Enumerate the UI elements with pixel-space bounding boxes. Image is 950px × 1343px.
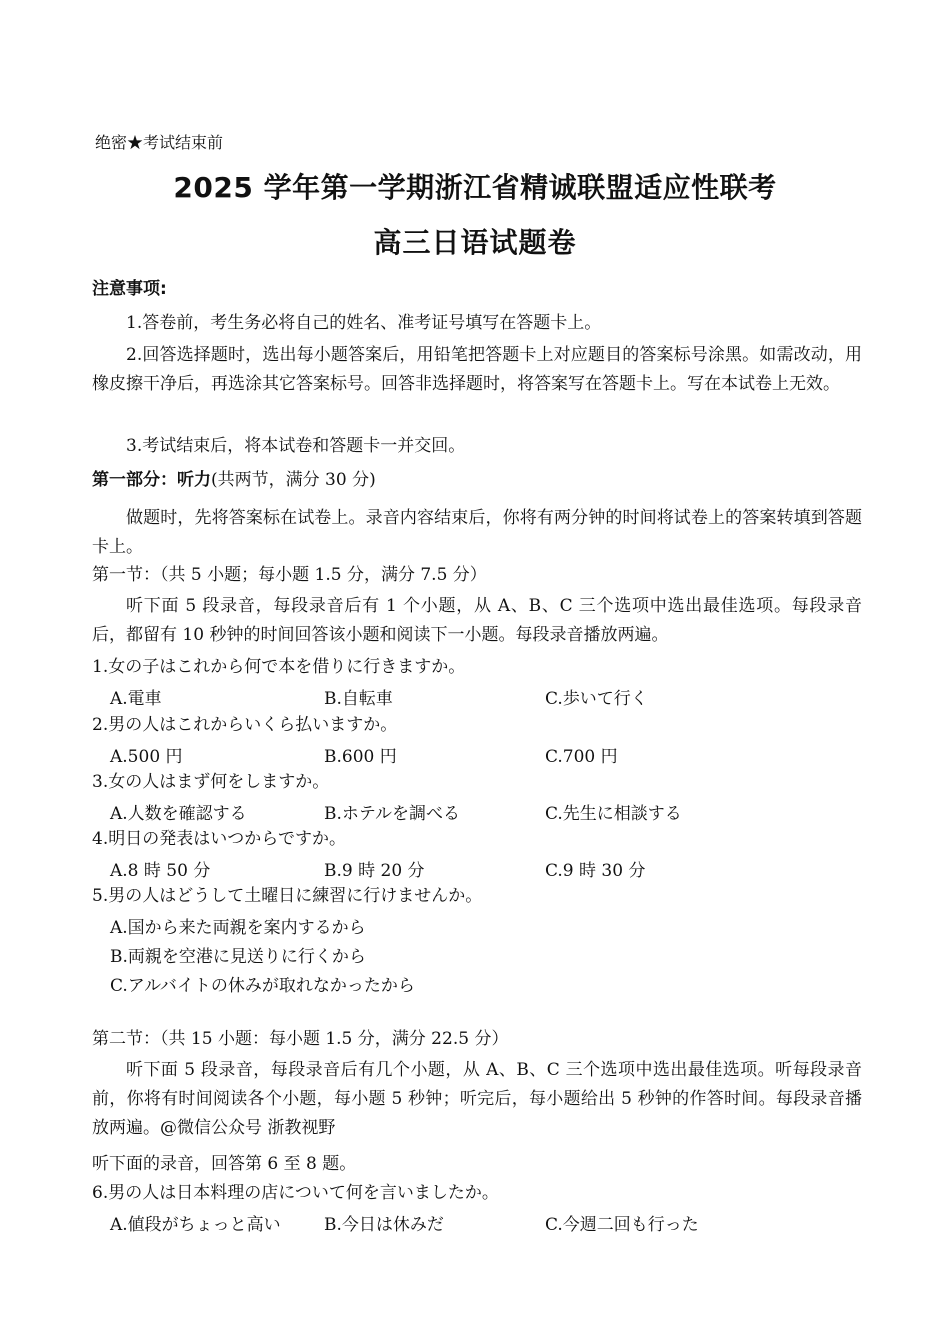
part1-instruction: 做题时，先将答案标在试卷上。录音内容结束后，你将有两分钟的时间将试卷上的答案转填到答题卡上。 [92, 508, 862, 557]
note-item-2: 2.回答选择题时，选出每小题答案后，用铅笔把答题卡上对应题目的答案标号涂黑。如需改动，用橡皮擦干净后，再选涂其它答案标号。回答非选择题时，将答案写在答题卡上。写在本试卷上无效。 [92, 345, 862, 394]
q2-option-a: A.500 円 [110, 747, 183, 767]
q5-option-c: C.アルバイトの休みが取れなかったから [110, 976, 415, 996]
section2-heading: 第二节：（共 15 小题：每小题 1.5 分，满分 22.5 分） [92, 1029, 509, 1049]
question-6: 6.男の人は日本料理の店について何を言いましたか。 [92, 1183, 499, 1203]
section2-instruction: 听下面 5 段录音，每段录音后有几个小题，从 A、B、C 三个选项中选出最佳选项。听每段录音前，你将有时间阅读各个小题，每小题 5 秒钟；听完后，每小题给出 5 秒钟的作答时间。每段录音播放两遍。@微信公众号 浙教视野 [92, 1060, 862, 1138]
q2-option-b: B.600 円 [324, 747, 397, 767]
section2-sub-instruction: 听下面的录音，回答第 6 至 8 题。 [92, 1154, 357, 1174]
question-1: 1.女の子はこれから何で本を借りに行きますか。 [92, 657, 466, 677]
q6-option-c: C.今週二回も行った [545, 1215, 699, 1235]
q5-option-a: A.国から来た両親を案内するから [110, 918, 366, 938]
q2-option-c: C.700 円 [545, 747, 618, 767]
q3-option-b: B.ホテルを調べる [324, 804, 461, 824]
q6-option-b: B.今日は休みだ [324, 1215, 444, 1235]
part1-heading-bold: 第一部分：听力 [92, 470, 211, 490]
exam-subtitle: 高三日语试题卷 [373, 226, 577, 259]
q1-option-b: B.自転車 [324, 689, 393, 709]
exam-title: 2025 学年第一学期浙江省精诚联盟适应性联考 [173, 171, 777, 204]
section1-instruction: 听下面 5 段录音，每段录音后有 1 个小题，从 A、B、C 三个选项中选出最佳选项。每段录音后，都留有 10 秒钟的时间回答该小题和阅读下一小题。每段录音播放两遍。 [92, 596, 862, 645]
question-2: 2.男の人はこれからいくら払いますか。 [92, 715, 398, 735]
note-item-3: 3.考试结束后，将本试卷和答题卡一并交回。 [126, 436, 466, 456]
section1-heading: 第一节：（共 5 小题；每小题 1.5 分，满分 7.5 分） [92, 565, 487, 585]
q4-option-a: A.8 時 50 分 [110, 861, 211, 881]
q5-option-b: B.両親を空港に見送りに行くから [110, 947, 366, 967]
q3-option-c: C.先生に相談する [545, 804, 682, 824]
notes-heading: 注意事项: [92, 279, 167, 299]
q1-option-c: C.歩いて行く [545, 689, 648, 709]
confidential-label: 绝密★考试结束前 [95, 133, 224, 152]
question-4: 4.明日の発表はいつからですか。 [92, 829, 347, 849]
q6-option-a: A.値段がちょっと高い [110, 1215, 281, 1235]
q4-option-b: B.9 時 20 分 [324, 861, 425, 881]
question-3: 3.女の人はまず何をしますか。 [92, 772, 330, 792]
note-item-1: 1.答卷前，考生务必将自己的姓名、准考证号填写在答题卡上。 [126, 313, 602, 333]
part1-heading-rest: (共两节，满分 30 分) [211, 470, 376, 490]
q4-option-c: C.9 時 30 分 [545, 861, 646, 881]
part1-heading [92, 468, 376, 492]
q1-option-a: A.電車 [110, 689, 162, 709]
q3-option-a: A.人数を確認する [110, 804, 247, 824]
question-5: 5.男の人はどうして土曜日に練習に行けませんか。 [92, 886, 483, 906]
